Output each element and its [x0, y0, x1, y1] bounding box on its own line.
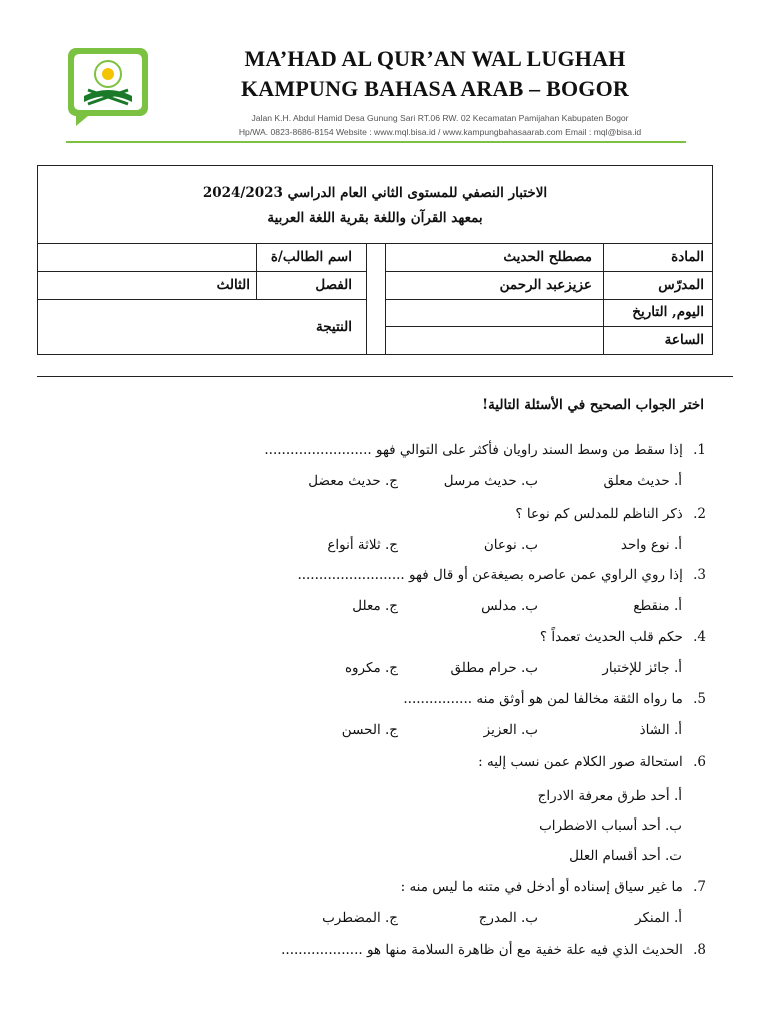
subject-label: المادة: [671, 249, 704, 265]
question-2: [515, 506, 706, 522]
class-label: الفصل: [315, 277, 352, 293]
question-8: [281, 942, 706, 958]
question-4: [540, 629, 706, 645]
option-2-1[interactable]: أ. نوع واحد: [620, 537, 682, 553]
institute-logo: [66, 46, 150, 128]
option-1-1[interactable]: أ. حديث معلق: [603, 473, 682, 489]
teacher-label: المدرّس: [658, 277, 704, 293]
option-3-1[interactable]: أ. منقطع: [633, 598, 682, 614]
option-4-3[interactable]: ج. مكروه: [344, 660, 398, 676]
option-7-2[interactable]: ب. المدرج: [478, 910, 538, 926]
institution-name: MA’HAD AL QUR’AN WAL LUGHAH: [244, 46, 626, 71]
option-1-3[interactable]: ج. حديث معضل: [308, 473, 398, 489]
option-3-3[interactable]: ج. معلل: [352, 598, 398, 614]
result-label: النتيجة: [315, 319, 352, 335]
subject-value: مصطلح الحديث: [503, 249, 592, 265]
institution-location: KAMPUNG BAHASA ARAB – BOGOR: [241, 76, 629, 101]
question-text: استحالة صور الكلام عمن نسب إليه :: [478, 754, 688, 770]
question-number: 5.: [693, 691, 706, 707]
exam-title-line2: بمعهد القرآن واللغة بقرية اللغة العربية: [267, 210, 483, 226]
teacher-value: عزيزعبد الرحمن: [499, 277, 592, 293]
question-number: 4.: [693, 629, 706, 645]
option-5-3[interactable]: ج. الحسن: [341, 722, 398, 738]
question-number: 2.: [693, 506, 706, 522]
question-1: [264, 442, 706, 458]
question-text: إذا سقط من وسط السند راويان فأكثر على التوالي فهو .........................: [264, 442, 688, 458]
contact-line: Hp/WA. 0823-8686-8154 Website : www.mql.bisa.id / www.kampungbahasaarab.com Email : mql@bisa.id: [238, 127, 642, 137]
question-number: 3.: [693, 567, 706, 583]
option-6-2[interactable]: ب. أحد أسباب الاضطراب: [539, 818, 682, 834]
option-7-1[interactable]: أ. المنكر: [635, 910, 682, 926]
question-text: ما رواه الثقة مخالفا لمن هو أوثق منه ................: [403, 691, 688, 707]
question-7: [401, 879, 706, 895]
option-3-2[interactable]: ب. مدلس: [481, 598, 538, 614]
option-1-2[interactable]: ب. حديث مرسل: [443, 473, 538, 489]
option-7-3[interactable]: ج. المضطرب: [322, 910, 398, 926]
question-3: [297, 567, 706, 583]
option-5-2[interactable]: ب. العزيز: [483, 722, 538, 738]
question-6: [478, 754, 706, 770]
question-text: ذكر الناظم للمدلس كم نوعا ؟: [515, 506, 688, 522]
question-text: الحديث الذي فيه علة خفية مع أن ظاهرة السلامة منها هو ...................: [281, 942, 688, 958]
question-5: [403, 691, 706, 707]
question-number: 7.: [693, 879, 706, 895]
option-6-3[interactable]: ت. أحد أقسام العلل: [569, 848, 682, 864]
question-number: 8.: [693, 942, 706, 958]
section-divider: [37, 376, 733, 377]
option-5-1[interactable]: أ. الشاذ: [639, 722, 682, 738]
question-text: ما غير سياق إسناده أو أدخل في متنه ما ليس منه :: [400, 879, 688, 895]
option-2-2[interactable]: ب. نوعان: [483, 537, 538, 553]
question-text: إذا روي الراوي عمن عاصره بصيغةعن أو قال فهو .........................: [297, 567, 688, 583]
exam-info-box: [37, 165, 713, 355]
question-number: 6.: [693, 754, 706, 770]
option-4-1[interactable]: أ. جائز للإختبار: [602, 660, 682, 676]
exam-title-line1: الاختبار النصفي للمستوى الثاني العام الدراسي 2024/2023: [202, 185, 548, 201]
address-line: Jalan K.H. Abdul Hamid Desa Gunung Sari RT.06 RW. 02 Kecamatan Pamijahan Kabupaten Bogor: [251, 113, 629, 123]
option-2-3[interactable]: ج. ثلاثة أنواع: [327, 537, 398, 553]
instruction-text: اختر الجواب الصحيح في الأسئلة التالية!: [482, 397, 704, 413]
header-rule: [66, 141, 686, 143]
option-4-2[interactable]: ب. حرام مطلق: [450, 660, 538, 676]
question-number: 1.: [693, 442, 706, 458]
option-6-1[interactable]: أ. أحد طرق معرفة الادراج: [537, 788, 682, 804]
time-label: الساعة: [664, 332, 704, 348]
student-name-label: اسم الطالب/ة: [270, 249, 352, 265]
exam-title: [38, 181, 712, 231]
class-value: الثالث: [216, 277, 250, 293]
question-text: حكم قلب الحديث تعمداً ؟: [539, 629, 688, 645]
day-date-label: اليوم, التاريخ: [632, 304, 704, 320]
